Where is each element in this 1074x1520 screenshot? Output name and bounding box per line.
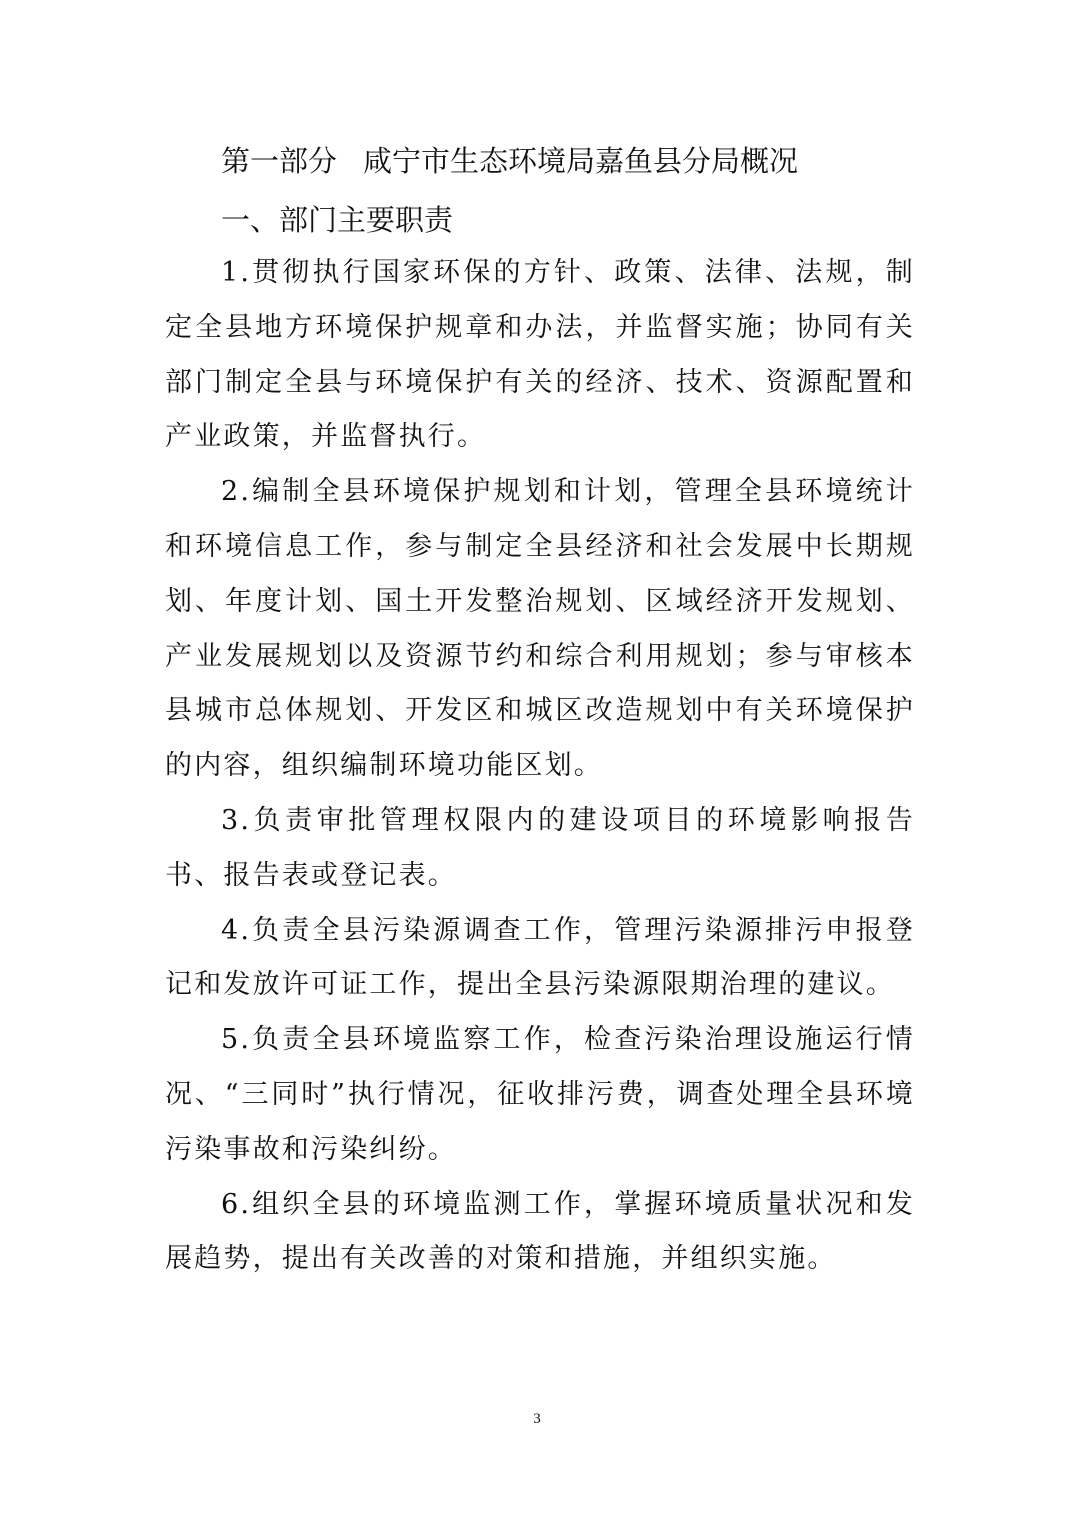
- part-title: [221, 141, 798, 181]
- page-number: 3: [533, 1411, 541, 1427]
- duty-paragraph-2: 2.编制全县环境保护规划和计划，管理全县环境统计和环境信息工作，参与制定全县经济和社会发展中长期规划、年度计划、国土开发整治规划、区域经济开发规划、产业发展规划以及资源节约和综合利用规划；参与审核本县城市总体规划、开发区和城区改造规划中有关环境保护的内容，组织编制环境功能区划。: [165, 476, 915, 782]
- duty-paragraph-6: 6.组织全县的环境监测工作，掌握环境质量状况和发展趋势，提出有关改善的对策和措施，并组织实施。: [165, 1188, 915, 1275]
- duty-paragraph-3: 3.负责审批管理权限内的建设项目的环境影响报告书、报告表或登记表。: [165, 804, 915, 891]
- part-title-prefix: 第一部分: [221, 144, 338, 178]
- duty-paragraph-4: 4.负责全县污染源调查工作，管理污染源排污申报登记和发放许可证工作，提出全县污染源限期治理的建议。: [165, 914, 915, 1001]
- section-heading: 一、部门主要职责: [221, 203, 454, 237]
- duties-list: [165, 246, 915, 1287]
- duty-paragraph-1: 1.贯彻执行国家环保的方针、政策、法律、法规，制定全县地方环境保护规章和办法，并监督实施；协同有关部门制定全县与环境保护有关的经济、技术、资源配置和产业政策，并监督执行。: [165, 257, 915, 453]
- duty-paragraph-5: 5.负责全县环境监察工作，检查污染治理设施运行情况、“三同时”执行情况，征收排污费，调查处理全县环境污染事故和污染纠纷。: [165, 1024, 915, 1165]
- part-title-name: 咸宁市生态环境局嘉鱼县分局概况: [363, 144, 799, 178]
